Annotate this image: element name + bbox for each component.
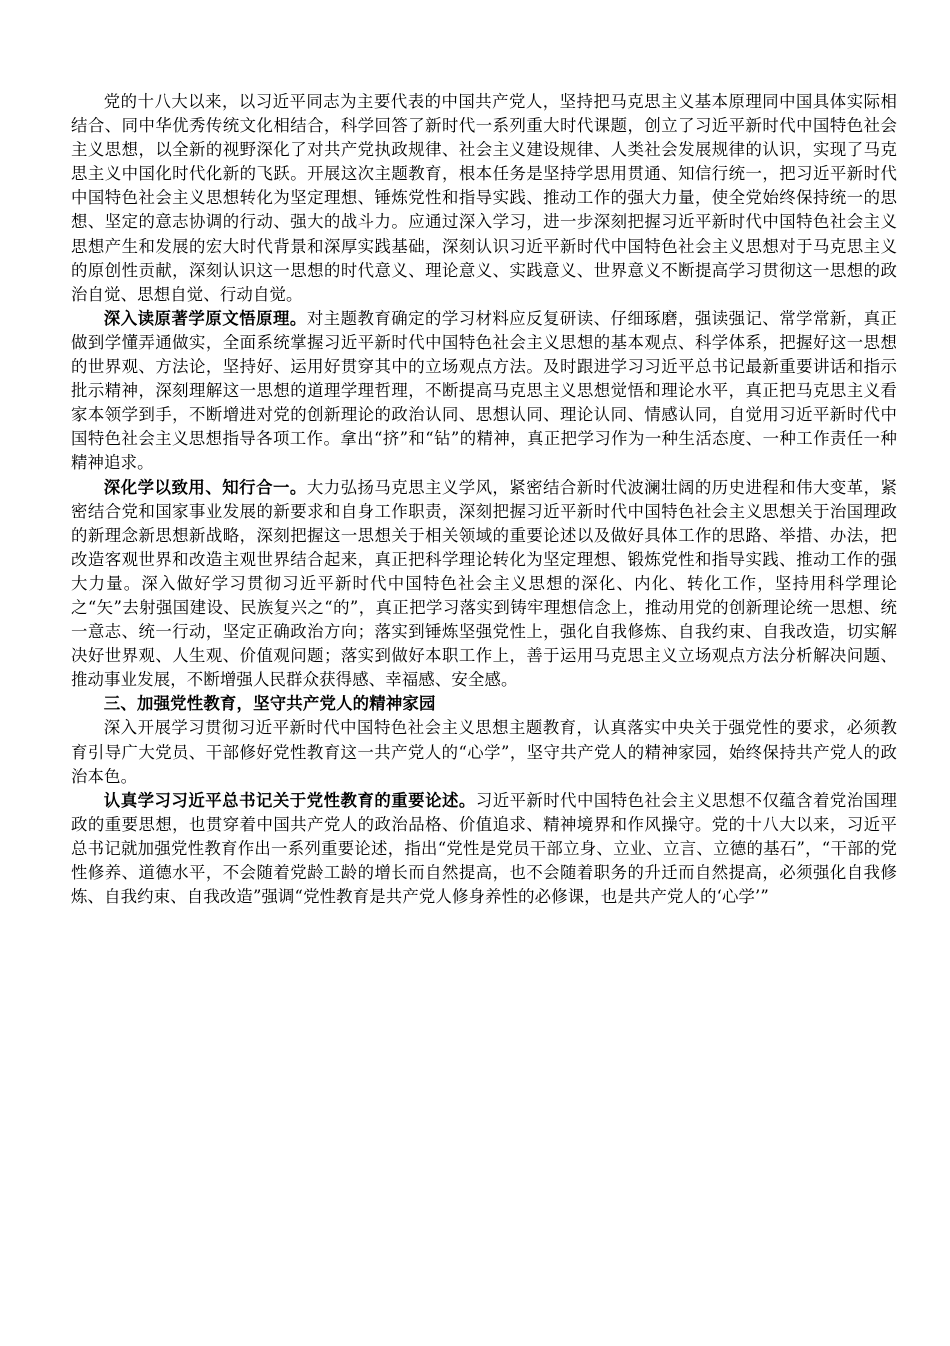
paragraph-text-party-spirit-study: 习近平新时代中国特色社会主义思想不仅蕴含着党治国理政的重要思想，也贯穿着中国共产党人的政治品格、价值追求、精神境界和作风操守。党的十八大以来，习近平总书记就加强党性教育作出一系列重要论述，指出“党性是党员干部立身、立业、立言、立德的基石”，“干部的党性修养、道德水平，不会随着党龄工龄的增长而自然提高，也不会随着职务的升迁而自然提高，必须强化自我修炼、自我约束、自我改造”强调“党性教育是共产党人修身养性的必修课，也是共产党人的‘心学’”	[71, 790, 898, 907]
section-heading-3: 三、加强党性教育，坚守共产党人的精神家园	[103, 694, 436, 714]
paragraph-party-spirit-intro: 深入开展学习贯彻习近平新时代中国特色社会主义思想主题教育，认真落实中央关于强党性的要求，必须教育引导广大党员、干部修好党性教育这一共产党人的“心学”，坚守共产党人的精神家园，始终保持共产党人的政治本色。	[71, 718, 897, 786]
paragraph-lead-study-originals: 深入读原著学原文悟原理。	[103, 308, 307, 328]
paragraph-study-originals	[71, 307, 897, 476]
paragraph-text-apply-learning: 大力弘扬马克思主义学风，紧密结合新时代波澜壮阔的历史进程和伟大变革，紧密结合党和国家事业发展的新要求和自身工作职责，深刻把握习近平新时代中国特色社会主义思想关于治国理政的新理念新思想新战略，深刻把握这一思想关于相关领域的重要论述以及做好具体工作的思路、举措、办法，把改造客观世界和改造主观世界结合起来，真正把科学理论转化为坚定理想、锻炼党性和指导实践、推动工作的强大力量。深入做好学习贯彻习近平新时代中国特色社会主义思想的深化、内化、转化工作，坚持用科学理论之“矢”去射强国建设、民族复兴之“的”，真正把学习落实到铸牢理想信念上，推动用党的创新理论统一思想、统一意志、统一行动，坚定正确政治方向；落实到锤炼坚强党性上，强化自我修炼、自我约束、自我改造，切实解决好世界观、人生观、价值观问题；落实到做好本职工作上，善于运用马克思主义立场观点方法分析解决问题、推动事业发展，不断增强人民群众获得感、幸福感、安全感。	[71, 477, 898, 690]
paragraph-intro: 党的十八大以来，以习近平同志为主要代表的中国共产党人，坚持把马克思主义基本原理同中国具体实际相结合、同中华优秀传统文化相结合，科学回答了新时代一系列重大时代课题，创立了习近平新时代中国特色社会主义思想，以全新的视野深化了对共产党执政规律、社会主义建设规律、人类社会发展规律的认识，实现了马克思主义中国化时代化新的飞跃。开展这次主题教育，根本任务是坚持学思用贯通、知信行统一，把习近平新时代中国特色社会主义思想转化为坚定理想、锤炼党性和指导实践、推动工作的强大力量，使全党始终保持统一的思想、坚定的意志协调的行动、强大的战斗力。应通过深入学习，进一步深刻把握习近平新时代中国特色社会主义思想产生和发展的宏大时代背景和深厚实践基础，深刻认识习近平新时代中国特色社会主义思想对于马克思主义的原创性贡献，深刻认识这一思想的时代意义、理论意义、实践意义、世界意义不断提高学习贯彻这一思想的政治自觉、思想自觉、行动自觉。	[71, 92, 897, 304]
paragraph-lead-party-spirit-study: 认真学习习近平总书记关于党性教育的重要论述。	[103, 790, 476, 810]
document-body	[71, 90, 897, 909]
paragraph-text-study-originals: 对主题教育确定的学习材料应反复研读、仔细琢磨，强读强记、常学常新，真正做到学懂弄通做实，全面系统掌握习近平新时代中国特色社会主义思想的基本观点、科学体系，把握好这一思想的世界观、方法论，坚持好、运用好贯穿其中的立场观点方法。及时跟进学习习近平总书记最新重要讲话和指示批示精神，深刻理解这一思想的道理学理哲理，不断提高马克思主义思想觉悟和理论水平，真正把马克思主义看家本领学到手，不断增进对党的创新理论的政治认同、思想认同、理论认同、情感认同，自觉用习近平新时代中国特色社会主义思想指导各项工作。拿出“挤”和“钻”的精神，真正把学习作为一种生活态度、一种工作责任一种精神追求。	[71, 308, 898, 473]
paragraph-lead-apply-learning: 深化学以致用、知行合一。	[103, 477, 307, 497]
paragraph-apply-learning	[71, 476, 897, 693]
paragraph-party-spirit-study	[71, 789, 897, 909]
